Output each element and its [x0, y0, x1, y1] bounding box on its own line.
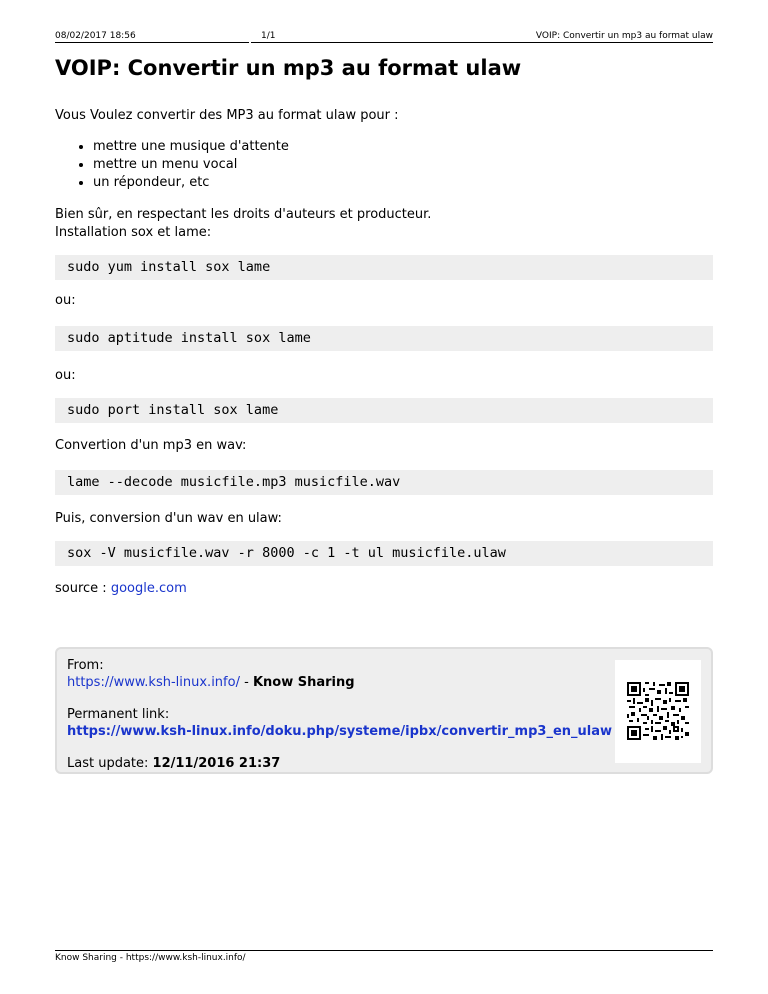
site-url-link[interactable]: https://www.ksh-linux.info/ [67, 675, 240, 690]
last-update-value: 12/11/2016 21:37 [152, 756, 281, 771]
header-rule-right [251, 42, 713, 43]
header-rule-left [55, 42, 249, 43]
source-line [55, 580, 187, 598]
rights-text: Bien sûr, en respectant les droits d'auteurs et producteur. [55, 207, 432, 222]
permalink-label: Permanent link: [67, 707, 170, 722]
source-link[interactable]: google.com [110, 581, 187, 596]
install-text: Installation sox et lame: [55, 225, 212, 240]
permalink-row [67, 723, 612, 740]
permalink-link[interactable]: https://www.ksh-linux.info/doku.php/systeme/ipbx/convertir_mp3_en_ulaw [67, 724, 613, 739]
last-update-label: Last update: [67, 756, 149, 771]
from-row [67, 674, 612, 691]
header-page-number: 1/1 [261, 31, 276, 41]
header-date: 08/02/2017 18:56 [55, 31, 136, 41]
site-name: Know Sharing [252, 675, 355, 690]
or-text: ou: [55, 293, 76, 308]
code-block-sox: sox -V musicfile.wav -r 8000 -c 1 -t ul musicfile.ulaw [55, 541, 713, 566]
qr-code-container [615, 660, 701, 763]
running-footer [55, 950, 713, 964]
list-item: • mettre une musique d'attente [93, 138, 289, 156]
last-update-row [67, 755, 612, 772]
convert-mp3-label: Convertion d'un mp3 en wav: [55, 438, 247, 453]
page-info-box [55, 647, 713, 774]
code-block-aptitude: sudo aptitude install sox lame [55, 326, 713, 351]
running-header [55, 31, 713, 44]
page-info-text [67, 657, 612, 772]
qr-code-icon [627, 682, 689, 740]
intro-text: Vous Voulez convertir des MP3 au format ulaw pour : [55, 108, 399, 123]
page-title: VOIP: Convertir un mp3 au format ulaw [55, 56, 522, 80]
code-block-lame: lame --decode musicfile.mp3 musicfile.wav [55, 470, 713, 495]
list-item: • mettre un menu vocal [93, 156, 289, 174]
purpose-list [55, 138, 289, 192]
from-label: From: [67, 658, 104, 673]
or-text: ou: [55, 368, 76, 383]
footer-rule [55, 950, 713, 951]
site-separator: - [244, 675, 249, 690]
list-item: • un répondeur, etc [93, 174, 289, 192]
source-label: source : [55, 581, 107, 596]
code-block-port: sudo port install sox lame [55, 398, 713, 423]
header-doc-title: VOIP: Convertir un mp3 au format ulaw [535, 31, 713, 41]
convert-wav-label: Puis, conversion d'un wav en ulaw: [55, 511, 282, 526]
code-block-yum: sudo yum install sox lame [55, 255, 713, 280]
footer-text: Know Sharing - https://www.ksh-linux.info/ [55, 953, 246, 963]
